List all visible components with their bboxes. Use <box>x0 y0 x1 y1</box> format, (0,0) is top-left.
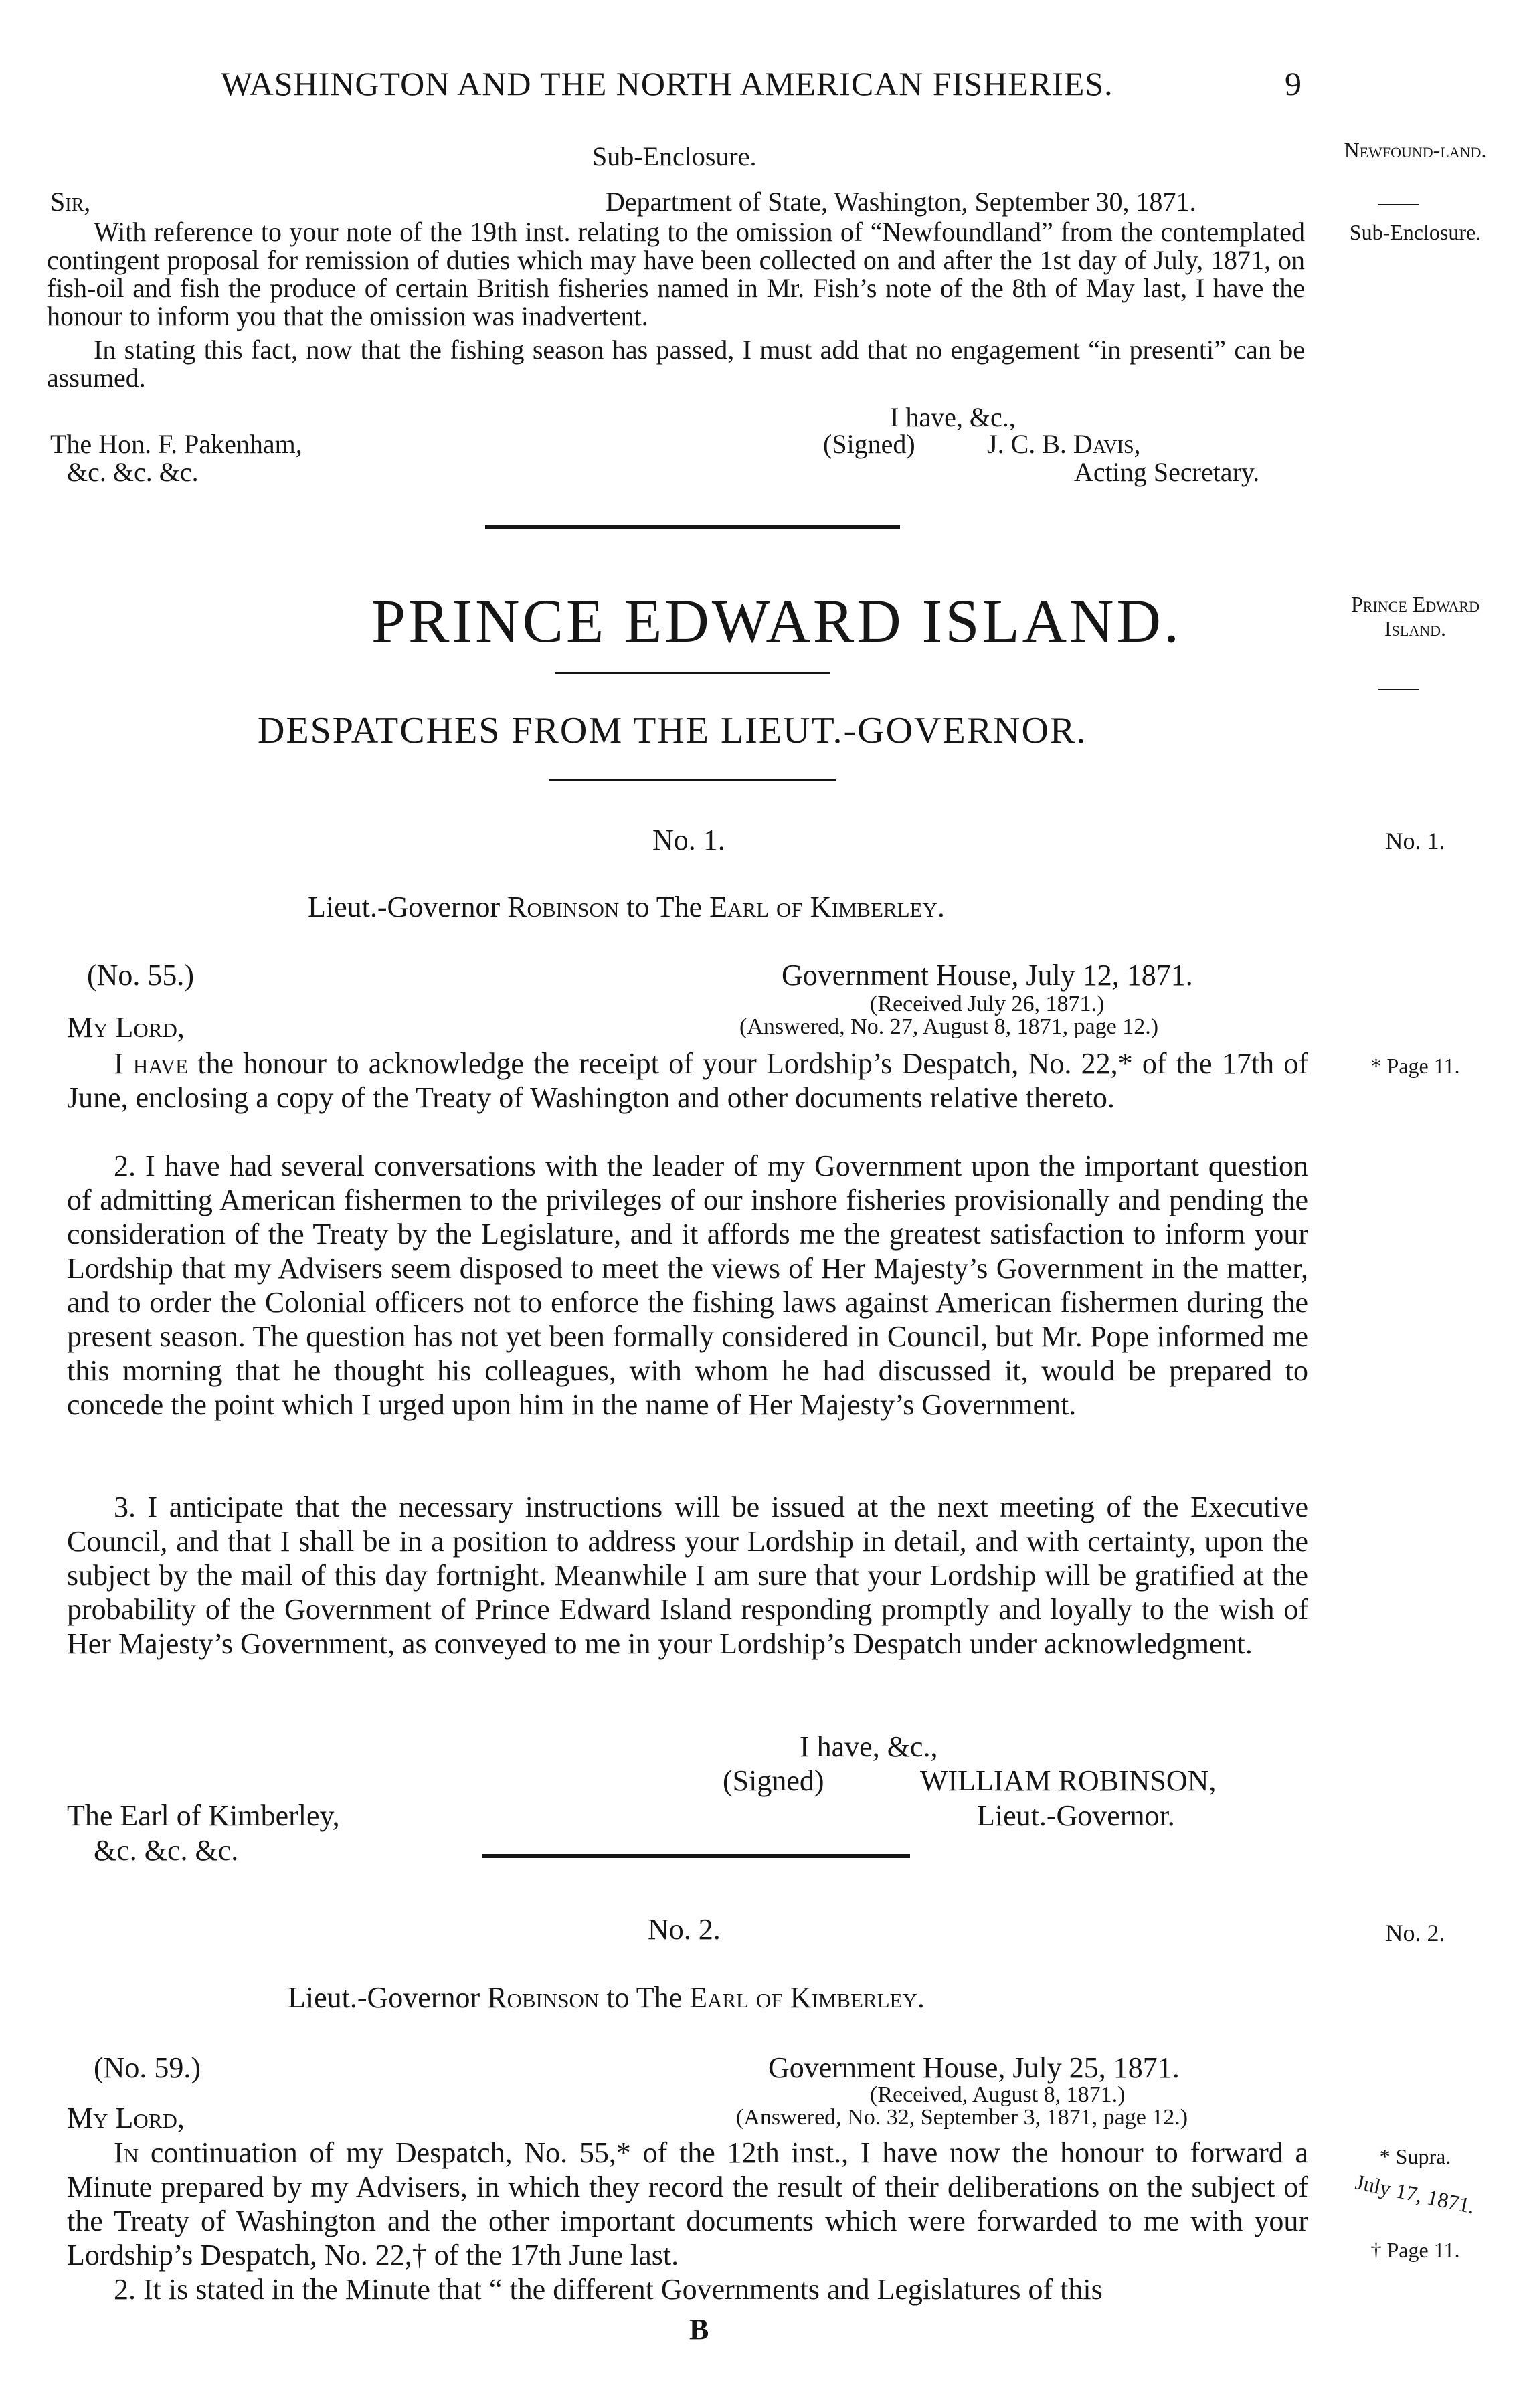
despatch-1-para-1-lead: I have <box>114 1047 189 1080</box>
despatch-1-heading <box>308 890 945 924</box>
despatch-1-signer: WILLIAM ROBINSON, <box>920 1764 1217 1797</box>
margin-note-sub-enclosure: Sub-Enclosure. <box>1349 220 1482 244</box>
running-head-title: WASHINGTON AND THE NORTH AMERICAN FISHERIES. <box>221 65 1113 102</box>
despatch-2-heading-mid: to The <box>606 1981 683 2014</box>
margin-note-july-17: July 17, 1871. <box>1353 2169 1477 2219</box>
sub-enclosure-salutation: Sir, <box>50 187 91 217</box>
subtitle-divider <box>549 779 836 781</box>
sub-enclosure-addressee-2: &c. &c. &c. <box>67 457 199 487</box>
sub-enclosure-addressee-1: The Hon. F. Pakenham, <box>50 429 302 459</box>
despatch-1-heading-from: Robinson <box>507 891 620 923</box>
despatch-1-addressee-1: The Earl of Kimberley, <box>67 1799 340 1832</box>
margin-divider <box>1378 204 1419 205</box>
despatch-2-heading-from: Robinson <box>487 1981 600 2014</box>
margin-note-page-11-b: † Page 11. <box>1370 2238 1460 2262</box>
despatch-1-signed-label: (Signed) <box>723 1764 824 1797</box>
despatch-1-heading-mid: to The <box>626 891 703 923</box>
margin-note-pei: Prince Edward Island. <box>1350 592 1479 640</box>
title-divider <box>555 672 830 674</box>
margin-note-no2: No. 2. <box>1385 1920 1445 1946</box>
despatch-2-para-2: 2. It is stated in the Minute that “ the different Governments and Legislatures of this <box>114 2273 1103 2306</box>
sub-enclosure-para-1: With reference to your note of the 19th inst. relating to the omission of “Newfoundland” from the contemplated contingent proposal for remission of duties which may have been collected on and after the 1st day of July, 1871, on fish-oil and fish the produce of certain British fisheries named in Mr. Fish’s note of the 8th of May last, I have the honour to inform you that the omission was inadvertent. <box>47 217 1305 331</box>
despatch-1-signer-title: Lieut.-Governor. <box>977 1799 1175 1832</box>
despatch-2-para-1 <box>67 2136 1308 2273</box>
page-number: 9 <box>1285 65 1302 102</box>
despatch-2-received: (Received, August 8, 1871.) <box>870 2082 1126 2107</box>
sub-enclosure-closing: I have, &c., <box>890 402 1016 432</box>
despatch-divider <box>482 1854 910 1858</box>
despatch-1-para-3: 3. I anticipate that the necessary instructions will be issued at the next meeting of the Executive Council, and that I shall be in a position to address your Lordship in detail, and with certainty, upon the subject by the mail of this day fortnight. Meanwhile I am sure that your Lordship will be gratified at the probability of the Government of Prince Edward Island responding promptly and loyally to the wish of Her Majesty’s Government, as conveyed to me in your Lordship’s Despatch under acknowledgment. <box>67 1491 1308 1660</box>
despatch-1-number: No. 1. <box>652 824 725 856</box>
despatch-1-received: (Received July 26, 1871.) <box>870 992 1105 1016</box>
despatch-1-para-1 <box>67 1046 1308 1150</box>
despatch-2-number: No. 2. <box>648 1913 721 1946</box>
margin-note-newfoundland: Newfound-land. <box>1344 138 1487 162</box>
signature-mark: B <box>689 2313 709 2346</box>
margin-note-page-11-a: * Page 11. <box>1370 1054 1460 1078</box>
section-divider <box>485 525 900 529</box>
section-title: PRINCE EDWARD ISLAND. <box>371 587 1182 655</box>
despatch-1-place-date: Government House, July 12, 1871. <box>782 959 1193 992</box>
despatch-1-para-2: 2. I have had several conversations with the leader of my Government upon the important question of admitting American fishermen to the privileges of our inshore fisheries provisionally and pending the consideration of the Treaty by the Legislature, and it affords me the greatest satisfaction to inform your Lordship that my Advisers seem disposed to meet the views of Her Majesty’s Government in the matter, and to order the Colonial officers not to enforce the fishing laws against American fishermen during the present season. The question has not yet been formally considered in Council, but Mr. Pope informed me this morning that he thought his colleagues, with whom he had discussed it, would be prepared to concede the point which I urged upon him in the name of Her Majesty’s Government. <box>67 1149 1308 1421</box>
sub-enclosure-para-2: In stating this fact, now that the fishing season has passed, I must add that no engagement “in presenti” can be assumed. <box>47 335 1305 393</box>
despatch-1-answered: (Answered, No. 27, August 8, 1871, page 12.) <box>739 1014 1159 1039</box>
despatch-2-heading-prefix: Lieut.-Governor <box>288 1981 480 2014</box>
despatch-2-salutation: My Lord, <box>67 2102 185 2134</box>
sub-enclosure-signed-label: (Signed) <box>823 429 915 459</box>
despatch-1-closing: I have, &c., <box>800 1730 938 1763</box>
despatch-2-place-date: Government House, July 25, 1871. <box>768 2051 1180 2084</box>
despatch-1-addressee-2: &c. &c. &c. <box>94 1834 239 1867</box>
margin-note-supra: * Supra. <box>1379 2144 1451 2168</box>
despatch-2-answered: (Answered, No. 32, September 3, 1871, page 12.) <box>736 2105 1188 2130</box>
sub-enclosure-signer-title: Acting Secretary. <box>1074 457 1260 487</box>
margin-divider <box>1378 689 1419 690</box>
sub-enclosure-place-date: Department of State, Washington, September 30, 1871. <box>606 187 1196 217</box>
despatch-1-salutation: My Lord, <box>67 1011 185 1044</box>
despatch-2-ref: (No. 59.) <box>94 2051 201 2084</box>
despatch-1-heading-prefix: Lieut.-Governor <box>308 891 501 923</box>
margin-note-no1: No. 1. <box>1385 828 1445 854</box>
sub-enclosure-heading: Sub-Enclosure. <box>592 141 757 171</box>
despatch-2-heading <box>288 1980 925 2015</box>
sub-enclosure-signer: J. C. B. Davis, <box>987 429 1141 459</box>
despatch-2-para-1-lead: In <box>114 2136 139 2169</box>
despatch-1-ref: (No. 55.) <box>87 959 195 992</box>
despatch-2-heading-to: Earl of Kimberley. <box>689 1981 925 2014</box>
despatch-2-para-1-text: continuation of my Despatch, No. 55,* of the 12th inst., I have now the honour to forward a Minute prepared by my Advisers, in which they record the result of their deliberations on the subject of the Treaty of Washington and the other important documents which were forwarded to me with your Lordship’s Despatch, No. 22,† of the 17th June last. <box>67 2136 1309 2272</box>
section-subtitle: DESPATCHES FROM THE LIEUT.-GOVERNOR. <box>258 710 1087 751</box>
despatch-1-heading-to: Earl of Kimberley. <box>709 891 945 923</box>
despatch-1-para-1-text: the honour to acknowledge the receipt of your Lordship’s Despatch, No. 22,* of the 17th of June, enclosing a copy of the Treaty of Washington and other documents relative thereto. <box>67 1047 1308 1114</box>
